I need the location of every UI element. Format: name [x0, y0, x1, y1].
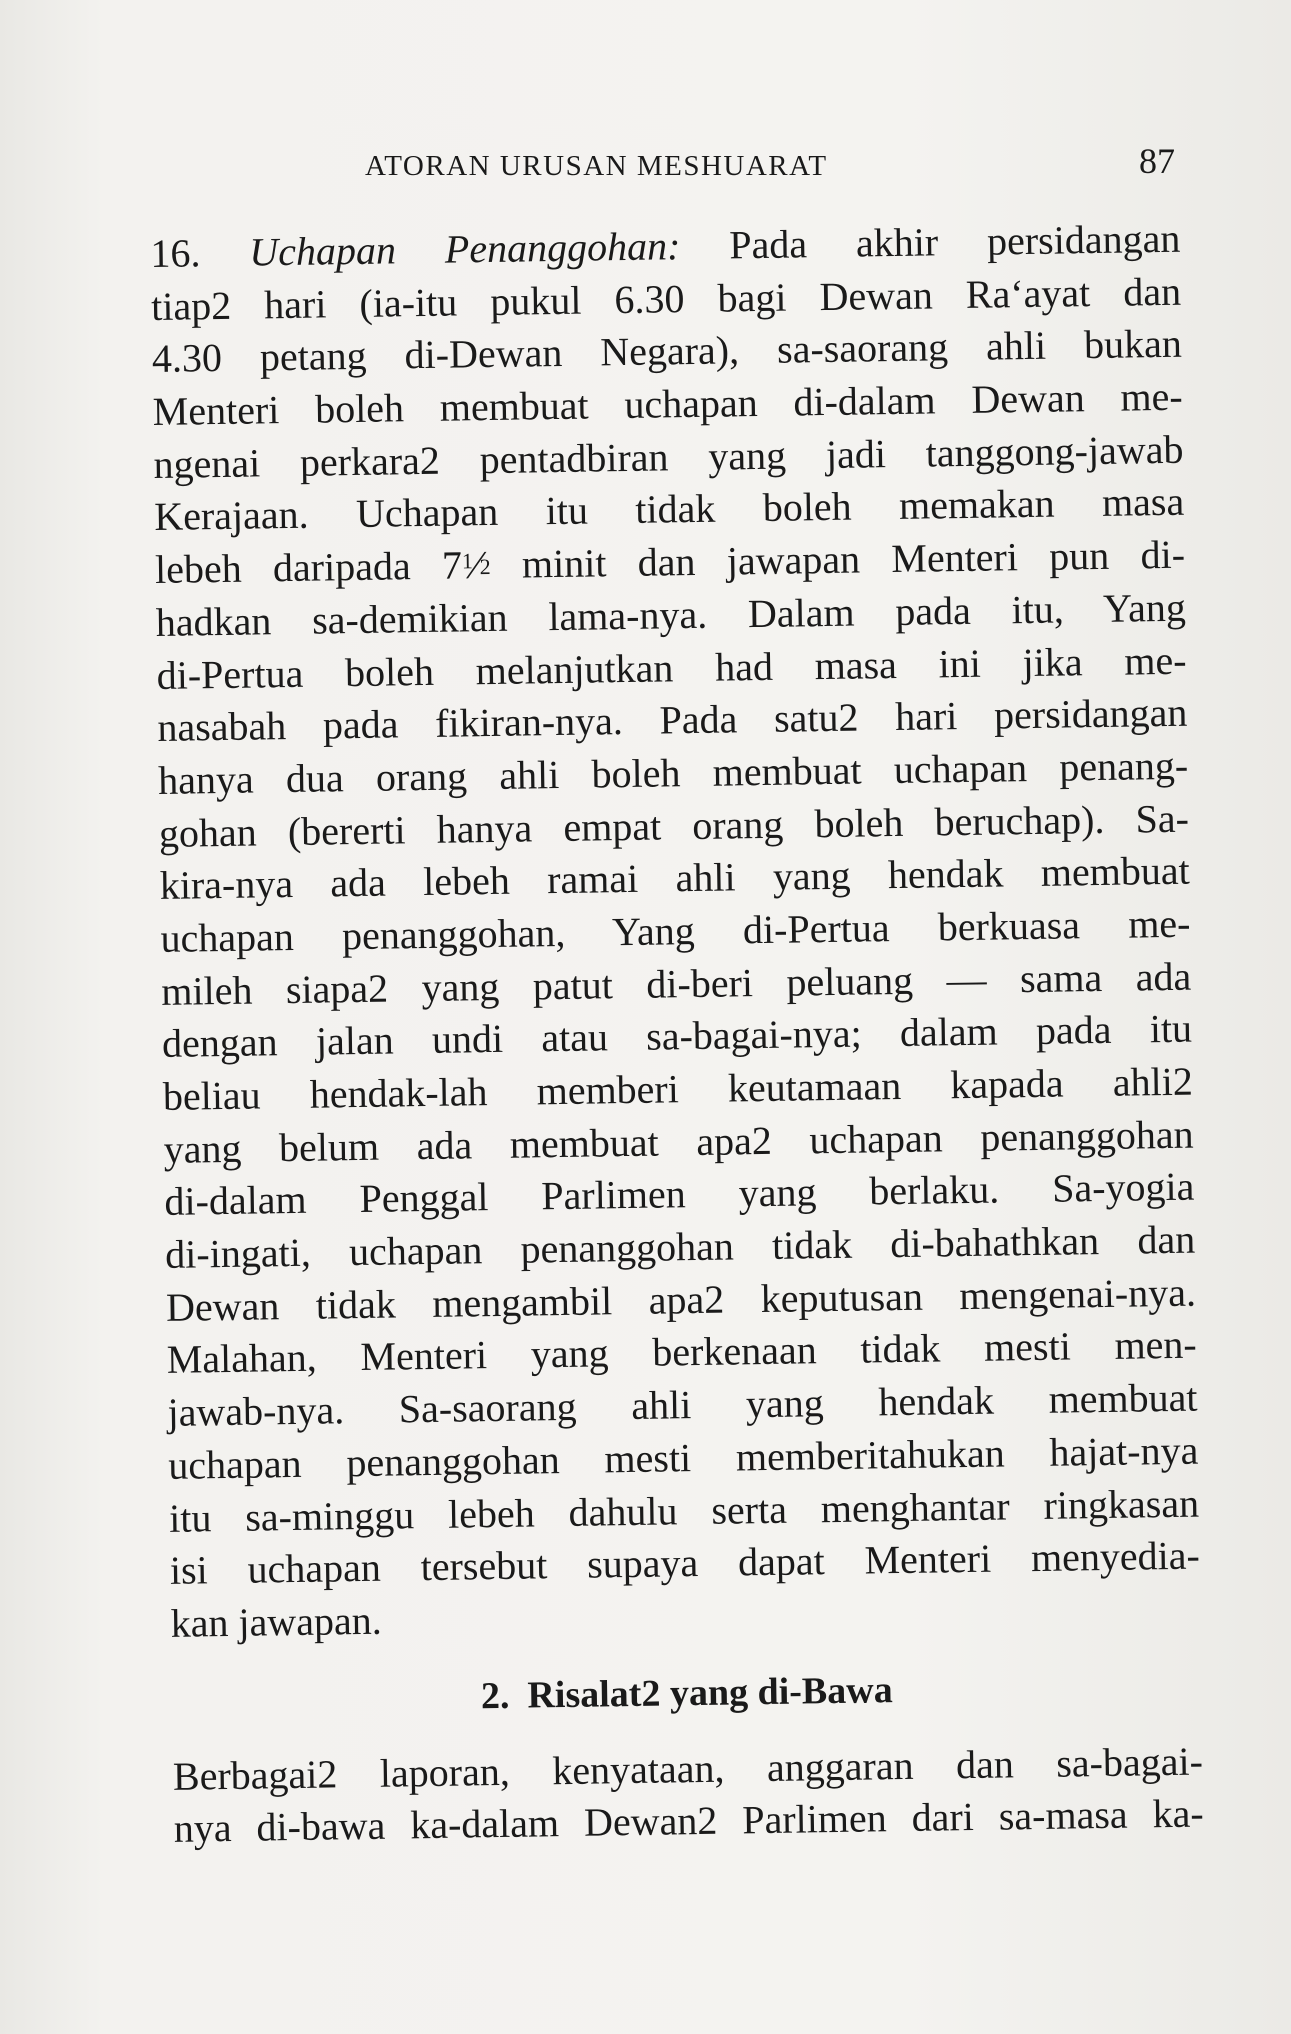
text-line: Menteri boleh membuat uchapan di-dalam Dewan me- — [152, 373, 1183, 435]
text-line: hadkan sa-demikian lama-nya. Dalam pada itu, Yang — [155, 584, 1187, 645]
text-line: tiap2 hari (ia-itu pukul 6.30 bagi Dewan Ra‘ayat dan — [150, 268, 1182, 329]
section-number: 16. — [150, 230, 201, 276]
text-line: di-ingati, uchapan penanggohan tidak di-bahathkan dan — [164, 1216, 1196, 1277]
text-line: hanya dua orang ahli boleh membuat uchapan penang- — [157, 742, 1189, 803]
section-title: Uchapan Penanggohan: — [248, 223, 681, 275]
page-number: 87 — [1139, 141, 1175, 181]
text-line: di-dalam Penggal Parlimen yang berlaku. Sa-yogia — [164, 1163, 1195, 1225]
running-head: ATORAN URUSAN MESHUARAT — [365, 150, 828, 182]
text-line: yang belum ada membuat apa2 uchapan penanggohan — [163, 1111, 1194, 1172]
body-text — [150, 213, 1204, 1856]
text-line: 4.30 petang di-Dewan Negara), sa-saorang ahli bukan — [151, 321, 1183, 382]
text-line: ngenai perkara2 pentadbiran yang jadi tanggong-jawab — [153, 426, 1184, 487]
fraction-half: $^1⁄_2$ — [461, 542, 491, 588]
text-line: mileh siapa2 yang patut di-beri peluang — sama ada — [160, 953, 1192, 1014]
text-line: nya di-bawa ka-dalam Dewan2 Parlimen dari sa-masa ka- — [173, 1790, 1204, 1852]
text-line: Malahan, Menteri yang berkenaan tidak mesti men- — [166, 1322, 1198, 1383]
text-line: itu sa-minggu lebeh dahulu serta menghantar ringkasan — [168, 1480, 1200, 1541]
text-line: lebeh daripada $7^1⁄_2$ minit dan jawapan Menteri pun di- — [154, 531, 1186, 593]
paragraph-uchapan-penanggohan — [150, 213, 1201, 1651]
paragraph-risalat — [173, 1735, 1204, 1856]
section-heading-title: Risalat2 yang di-Bawa — [527, 1668, 893, 1717]
page-header — [365, 140, 1175, 190]
text-line: isi uchapan tersebut supaya dapat Menteri menyedia- — [169, 1532, 1201, 1594]
text-line: gohan (bererti hanya empat orang boleh beruchap). Sa- — [158, 795, 1190, 856]
text-line: kira-nya ada lebeh ramai ahli yang hendak membuat — [159, 847, 1190, 909]
text-line: di-Pertua boleh melanjutkan had masa ini jika me- — [156, 637, 1187, 698]
text-line: dengan jalan undi atau sa-bagai-nya; dalam pada itu — [161, 1005, 1193, 1067]
text-line: jawab-nya. Sa-saorang ahli yang hendak membuat — [167, 1374, 1198, 1435]
text-line: beliau hendak-lah memberi keutamaan kapada ahli2 — [162, 1058, 1194, 1119]
section-heading — [171, 1635, 1202, 1750]
text-line: Kerajaan. Uchapan itu tidak boleh memakan masa — [153, 479, 1185, 540]
text-line: Dewan tidak mengambil apa2 keputusan mengenai-nya. — [165, 1269, 1197, 1330]
text-line: nasabah pada fikiran-nya. Pada satu2 hari persidangan — [157, 689, 1188, 751]
text-line: 16. Uchapan Penanggohan: Pada akhir persidangan — [150, 215, 1181, 276]
text-line: Berbagai2 laporan, kenyataan, anggaran dan sa-bagai- — [172, 1738, 1204, 1799]
section-heading-number: 2. — [480, 1674, 510, 1717]
text-line: kan jawapan. — [170, 1597, 383, 1646]
text-line: uchapan penanggohan mesti memberitahukan hajat-nya — [168, 1427, 1199, 1488]
text-line: uchapan penanggohan, Yang di-Pertua berkuasa me- — [160, 900, 1191, 961]
